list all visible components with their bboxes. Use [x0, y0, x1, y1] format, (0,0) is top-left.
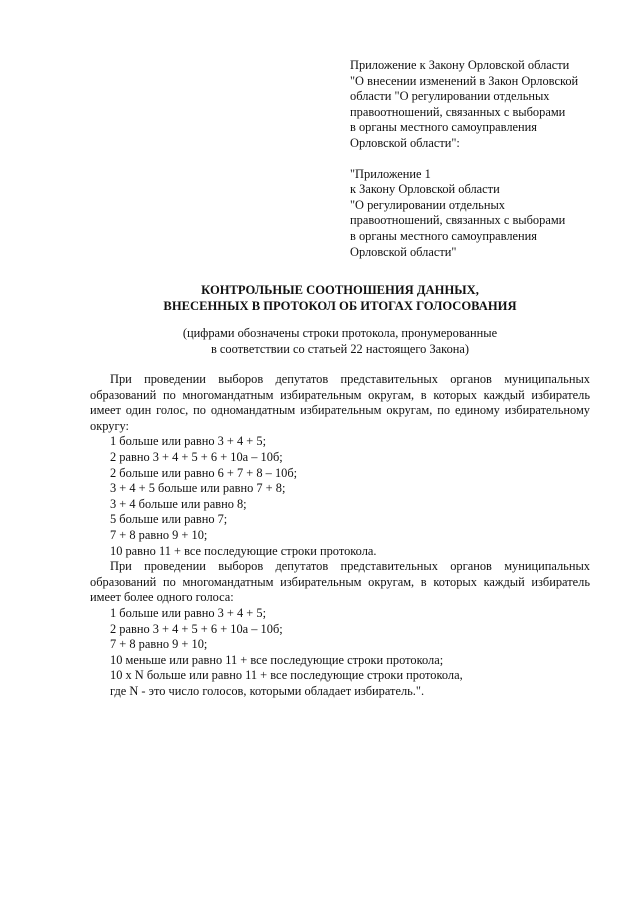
appendix-quote-line: в органы местного самоуправления: [350, 228, 537, 243]
document-title: [60, 282, 620, 314]
appendix-header-line: в органы местного самоуправления: [350, 120, 537, 135]
appendix-header-line: "О внесении изменений в Закон Орловской: [350, 73, 579, 88]
list-item: где N - это число голосов, которыми обладает избиратель.".: [110, 683, 425, 698]
spacer: [350, 152, 620, 167]
document-body: [90, 372, 590, 699]
list-item: 3 + 4 больше или равно 8;: [110, 496, 247, 511]
appendix-quote-line: "Приложение 1: [350, 166, 431, 181]
list-item: 2 больше или равно 6 + 7 + 8 – 10б;: [110, 465, 298, 480]
appendix-quote-line: правоотношений, связанных с выборами: [350, 213, 566, 228]
appendix-header-line: Орловской области":: [350, 135, 460, 150]
list-item: 2 равно 3 + 4 + 5 + 6 + 10а – 10б;: [110, 621, 283, 636]
note-line: (цифрами обозначены строки протокола, пронумерованные: [182, 326, 498, 340]
appendix-quote-line: "О регулировании отдельных: [350, 197, 505, 212]
appendix-block: [350, 58, 620, 260]
list-item: 3 + 4 + 5 больше или равно 7 + 8;: [110, 481, 286, 496]
list-item: 7 + 8 равно 9 + 10;: [110, 527, 208, 542]
title-line: ВНЕСЕННЫХ В ПРОТОКОЛ ОБ ИТОГАХ ГОЛОСОВАНИЯ: [163, 299, 517, 313]
list-item: 10 равно 11 + все последующие строки протокола.: [110, 543, 377, 558]
note-line: в соответствии со статьей 22 настоящего Закона): [210, 341, 470, 356]
title-note: [60, 326, 620, 357]
section1-intro: При проведении выборов депутатов представительных органов муниципальных образований по многомандатным избирательным округам, в которых каждый избиратель имеет один голос, по одномандатным избирательным округам, по единому избирательному округу:: [90, 372, 590, 433]
list-item: 10 меньше или равно 11 + все последующие строки протокола;: [110, 652, 444, 667]
list-item: 7 + 8 равно 9 + 10;: [110, 637, 208, 652]
list-item: 10 x N больше или равно 11 + все последующие строки протокола,: [110, 668, 463, 683]
appendix-quote: [350, 167, 620, 261]
appendix-header-line: Приложение к Закону Орловской области: [350, 58, 570, 72]
list-item: 5 больше или равно 7;: [110, 512, 228, 527]
list-item: 2 равно 3 + 4 + 5 + 6 + 10а – 10б;: [110, 449, 283, 464]
list-item: 1 больше или равно 3 + 4 + 5;: [110, 434, 267, 449]
appendix-header-line: области "О регулировании отдельных: [350, 89, 550, 104]
section2-intro: При проведении выборов депутатов представительных органов муниципальных образований по многомандатным избирательным округам, в которых каждый избиратель имеет более одного голоса:: [90, 559, 590, 605]
appendix-quote-line: Орловской области": [350, 244, 457, 259]
appendix-header: [350, 58, 620, 152]
title-line: КОНТРОЛЬНЫЕ СООТНОШЕНИЯ ДАННЫХ,: [201, 283, 479, 297]
appendix-quote-line: к Закону Орловской области: [350, 182, 500, 197]
appendix-header-line: правоотношений, связанных с выборами: [350, 104, 566, 119]
list-item: 1 больше или равно 3 + 4 + 5;: [110, 605, 267, 620]
